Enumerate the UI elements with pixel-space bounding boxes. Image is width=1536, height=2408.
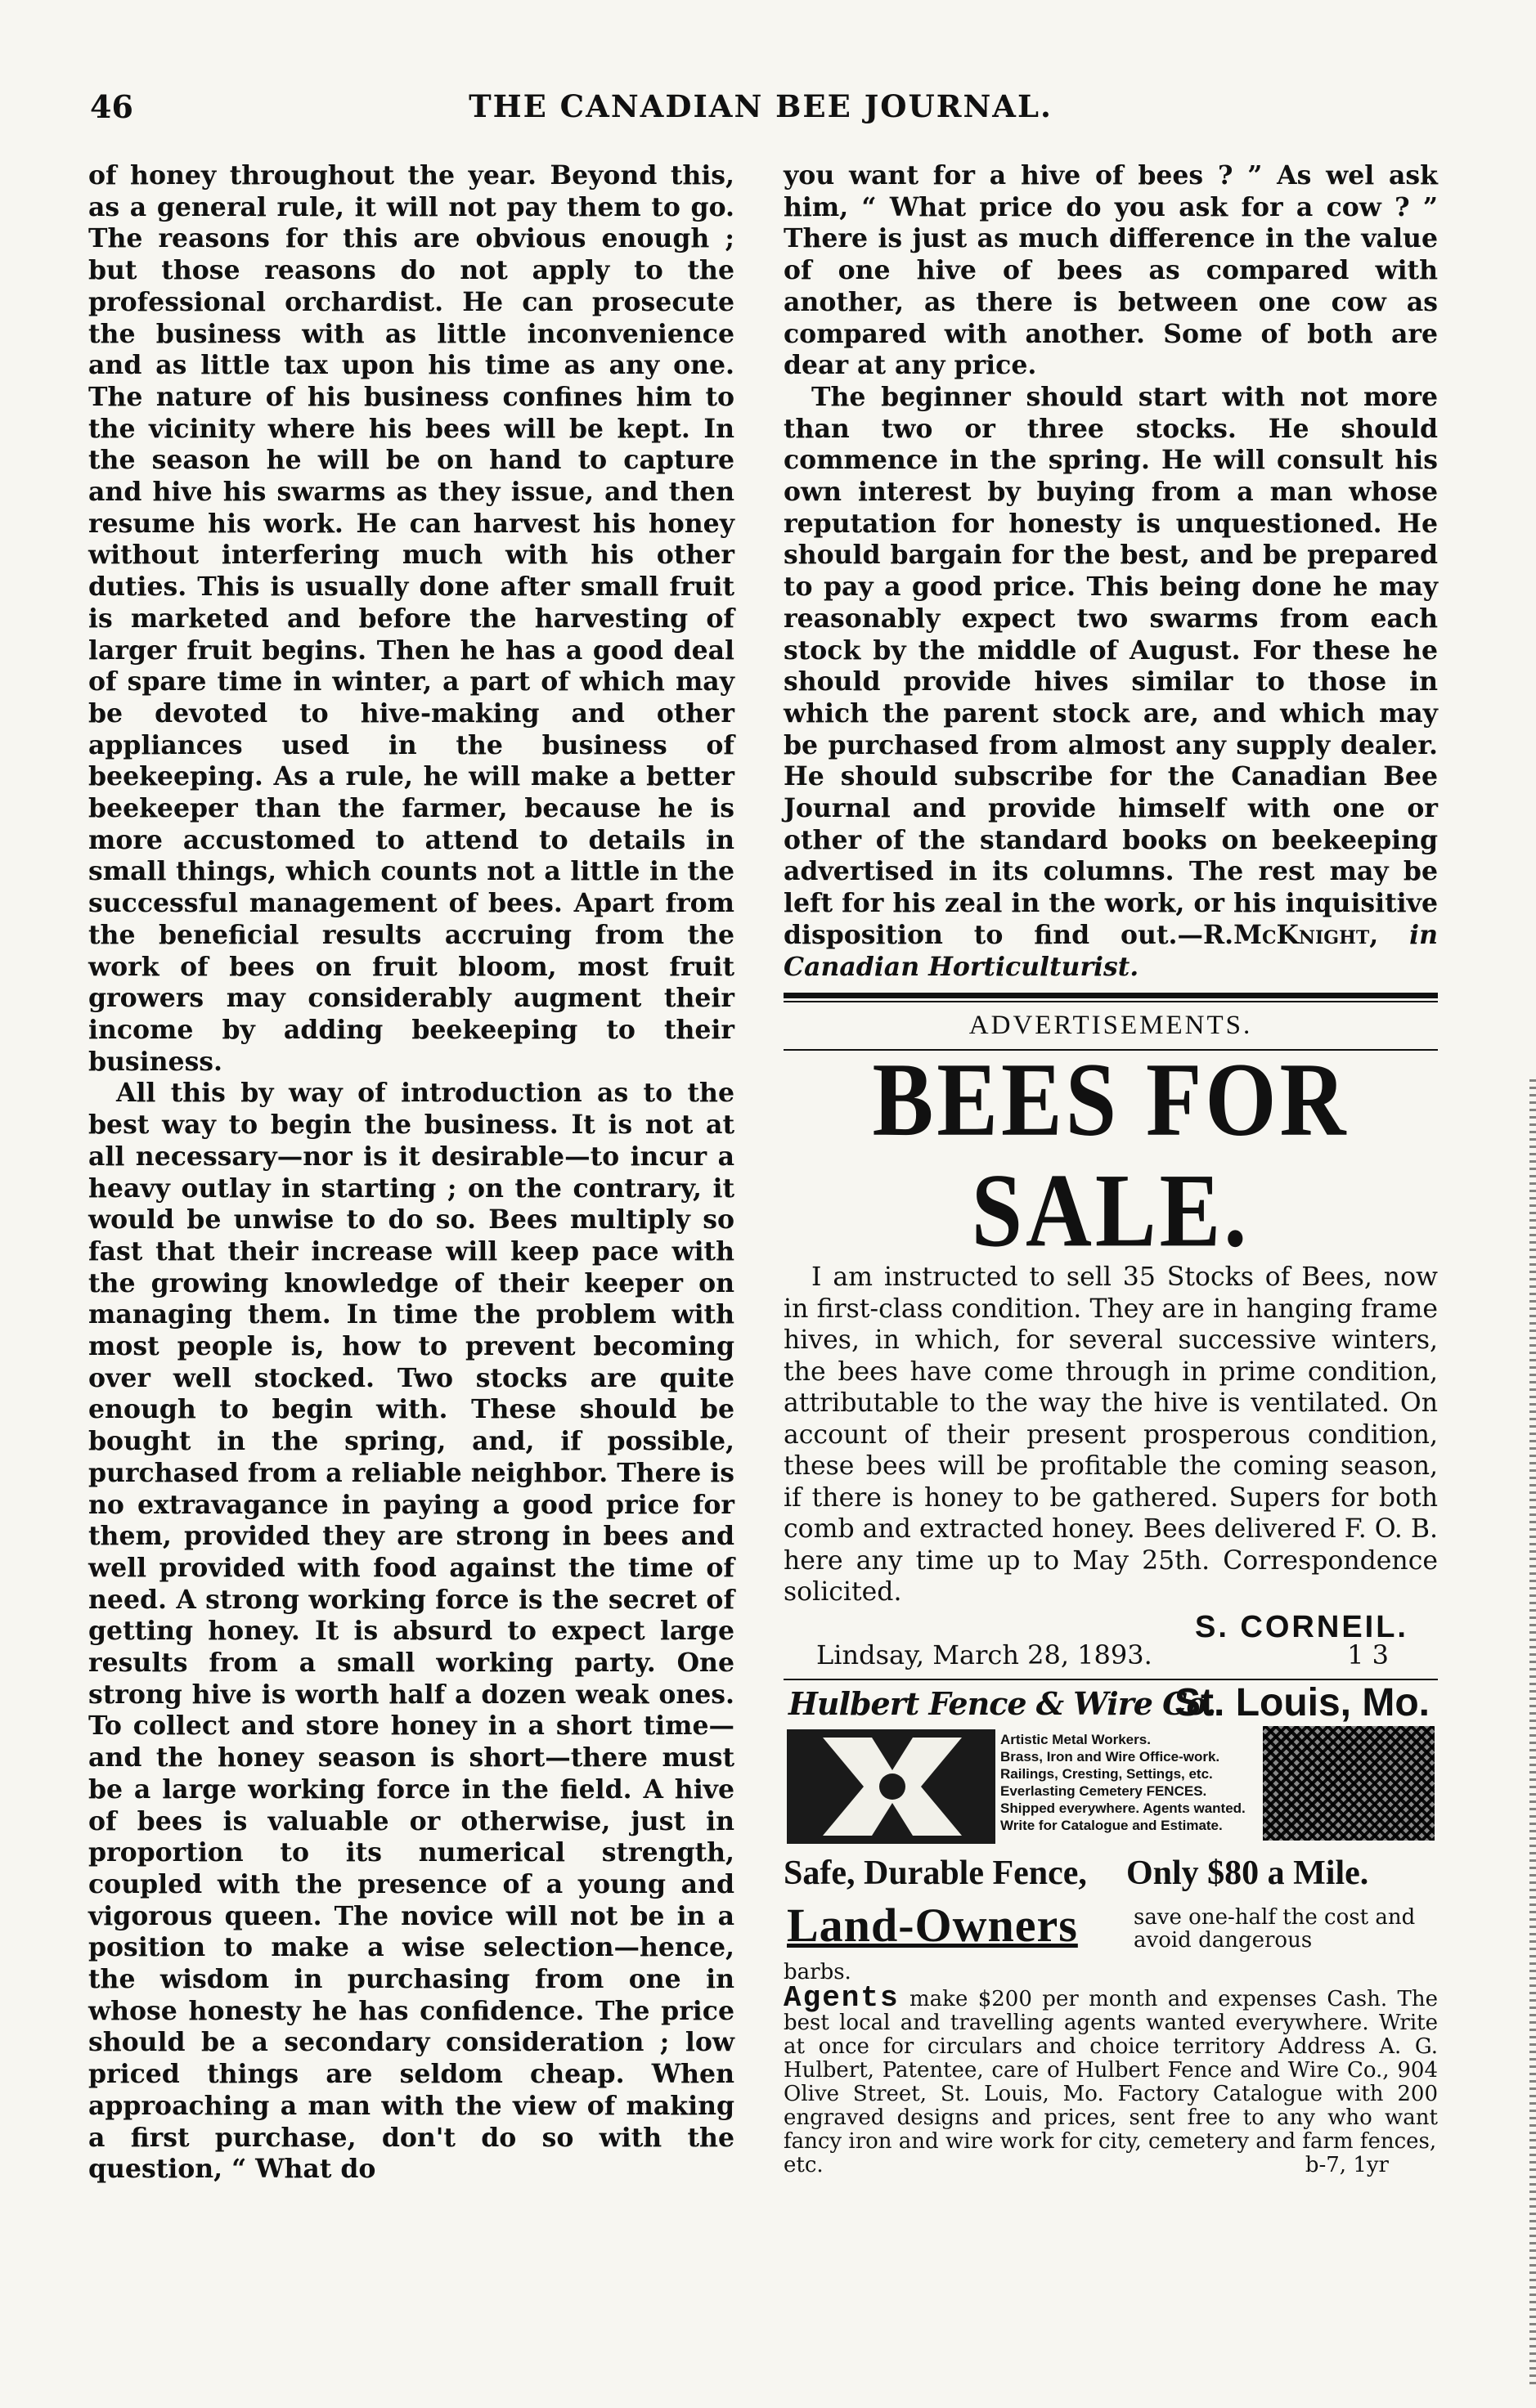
advertisements-heading: ADVERTISEMENTS. xyxy=(968,1011,1253,1041)
ad-signer: S. CORNEIL. xyxy=(1194,1609,1408,1644)
desc-line: Brass, Iron and Wire Office-work. xyxy=(1000,1748,1220,1765)
paragraph-text: The beginner should start with not more than two or three stocks. He should commence in the spring. He will consult his own interest by buying from a man whose reputation for honesty is unquestioned. He should bargain for the best, and be prepared to pay a good price. This being done he may reasonably expect two swarms from each stock by the middle of August. For these he should provide hives similar to those in which the parent stock are, and which may be purchased from almost any supply dealer. He should subscribe for the Canadian Bee Journal and provide himself with one or other of the standard books on beekeeping advertised in its columns. The rest may be left for his zeal in the work, or his inquisitive disposition to find out.— xyxy=(784,381,1438,950)
article-source: in Canadian Horticulturist. xyxy=(784,919,1438,982)
page-header xyxy=(90,88,1431,129)
hulbert-brand: Hulbert Fence & Wire Co. xyxy=(788,1684,1216,1722)
agents-end-row xyxy=(784,2154,1438,2177)
safe-fence-label: Safe, Durable Fence, xyxy=(784,1854,1087,1892)
article-paragraph xyxy=(784,382,1438,983)
left-column xyxy=(88,160,734,2186)
section-divider xyxy=(784,993,1438,998)
ad-code: 1 3 xyxy=(1347,1639,1389,1670)
journal-title: THE CANADIAN BEE JOURNAL. xyxy=(469,88,1053,124)
hulbert-fence-ad xyxy=(784,1679,1438,1847)
scan-edge-artifact xyxy=(1529,1079,1536,2388)
article-paragraph: you want for a hive of bees ? ” As wel ask him, “ What price do you ask for a cow ? ” There is just as much difference in the value of one hive of bees as compared with another, as there is between one cow as compared with another. Some of both are dear at any price. xyxy=(784,160,1438,381)
agents-code: b-7, 1yr xyxy=(1305,2152,1389,2177)
hulbert-city: St. Louis, Mo. xyxy=(1174,1680,1430,1724)
page-number: 46 xyxy=(90,88,133,125)
agents-paragraph xyxy=(784,1980,1439,2154)
ironwork-logo-image xyxy=(787,1729,995,1844)
source-separator: , xyxy=(1369,919,1410,950)
agents-text: make $200 per month and expenses Cash. The best local and travelling agents wanted everywhere. Write at once for circulars and choice territory Address A. G. Hulbert, Patentee, care of Hulbert Fence and Wire Co., 904 Olive Street, St. Louis, Mo. Factory Catalogue with 200 engraved designs and prices, sent free to any who want fancy iron and wire work for city, cemetery and farm fences, xyxy=(784,1986,1439,2154)
section-divider xyxy=(784,1001,1438,1002)
ornament-icon xyxy=(823,1738,962,1836)
ad-place-date: Lindsay, March 28, 1893. xyxy=(816,1639,1152,1670)
agents-end: etc. xyxy=(784,2152,824,2177)
price-per-mile: Only $80 a Mile. xyxy=(1125,1854,1369,1892)
desc-line: Write for Catalogue and Estimate. xyxy=(1000,1817,1223,1833)
bees-for-sale-body: I am instructed to sell 35 Stocks of Bees, now in first-class condition. They are in hanging frame hives, in which, for several successive winters, the bees have come through in prime condition, attributable to the way the hive is ventilated. On account of their present prosperous condition, these bees will be profitable the coming season, if there is honey to be gathered. Supers for both comb and extracted honey. Bees delivered F. O. B. here any time up to May 25th. Correspondence solicited. xyxy=(784,1262,1438,1608)
desc-line: Shipped everywhere. Agents wanted. xyxy=(1000,1800,1246,1816)
agents-word: Agents xyxy=(784,1980,900,2015)
land-owners-title: Land-Owners xyxy=(787,1898,1078,1952)
fence-pattern-image xyxy=(1263,1726,1435,1841)
desc-line: Railings, Cresting, Settings, etc. xyxy=(1000,1765,1213,1782)
bees-for-sale-title: BEES FOR SALE. xyxy=(872,1042,1350,1270)
article-paragraph: All this by way of introduction as to the best way to begin the business. It is not at all necessary—nor is it desirable—to incur a heavy outlay in starting ; on the contrary, it would be unwise to do so. Bees multiply so fast that their increase will keep pace with the growing knowledge of their keeper on managing them. In time the problem with most people is, how to prevent becoming over well stocked. Two stocks are quite enough to begin with. These should be bought in the spring, and, if possible, purchased from a reliable neighbor. There is no extravagance in paying a good price for them, provided they are strong in bees and well provided with food against the time of need. A strong working force is the secret of getting honey. It is absurd to expect large results from a small working party. One strong hive is worth half a dozen weak ones. To collect and store honey in a short time—and the honey season is short—there must be a large working force in the field. A hive of bees is valuable or otherwise, just in proportion to its numerical strength, coupled with the presence of a young and vigorous queen. The novice will not be in a position to make a wise selection—hence, the wisdom in purchasing from one in whose honesty he has confidence. The price should be a secondary consideration ; low priced things are seldom cheap. When approaching a man with the view of making a first purchase, don't do so with the question, “ What do xyxy=(88,1078,734,2185)
ad-signature-row xyxy=(784,1610,1438,1674)
right-column xyxy=(784,160,1438,2177)
article-author: R.McKnight xyxy=(1202,919,1370,950)
land-owners-row xyxy=(784,1898,1438,1960)
land-owners-text: save one-half the cost and avoid dangerous xyxy=(1134,1904,1416,1953)
fence-price-line xyxy=(784,1854,1438,1893)
desc-line: Everlasting Cemetery FENCES. xyxy=(1000,1782,1207,1799)
barbs-text: barbs. xyxy=(784,1959,851,1984)
article-paragraph: of honey throughout the year. Beyond this, as a general rule, it will not pay them to go. The reasons for this are obvious enough ; but those reasons do not apply to the professional orchardist. He can prosecute the business with as little inconvenience and as little tax upon his time as any one. The nature of his business confines him to the vicinity where his bees will be kept. In the season he will be on hand to capture and hive his swarms as they issue, and then resume his work. He can harvest his honey without interfering much with his other duties. This is usually done after small fruit is marketed and before the harvesting of larger fruit begins. Then he has a good deal of spare time in winter, a part of which may be devoted to hive-making and other appliances used in the business of beekeeping. As a rule, he will make a better beekeeper than the farmer, because he is more accustomed to attend to details in small things, which counts not a little in the successful management of bees. Apart from the beneficial results accruing from the work of bees on fruit bloom, most fruit growers may considerably augment their income by adding beekeeping to their business. xyxy=(88,160,734,1077)
desc-line: Artistic Metal Workers. xyxy=(1000,1731,1151,1747)
